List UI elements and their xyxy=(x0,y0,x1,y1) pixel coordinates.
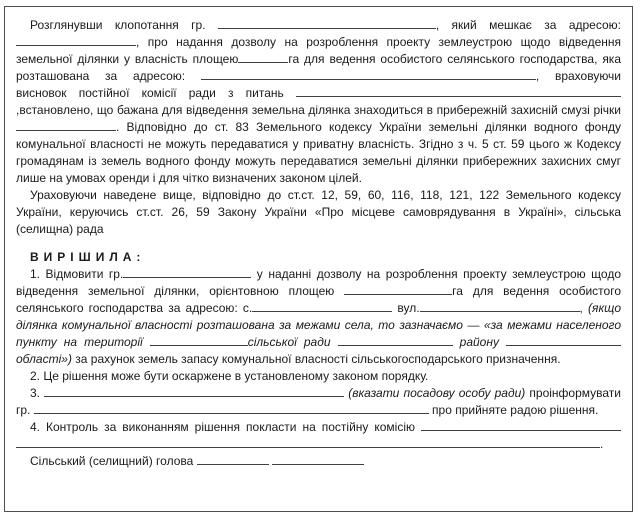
blank-field xyxy=(420,301,580,312)
text-run: Розглянувши клопотання гр. xyxy=(30,18,218,32)
text-run: , xyxy=(579,301,589,315)
text-run: вул. xyxy=(392,301,420,315)
text-run: 1. Відмовити гр. xyxy=(30,267,124,281)
text-run: у наданні дозволу на розроблення проекту землеустрою щодо відведення земельної ділянки, орієнтовною площею xyxy=(16,267,621,298)
blank-field xyxy=(201,69,536,80)
decision-item-2 xyxy=(16,368,621,385)
blank-field xyxy=(421,420,621,431)
decision-item-1 xyxy=(16,266,621,368)
blank-field xyxy=(296,86,621,97)
text-run: за рахунок земель запасу комунальної власності сільськогосподарського призначення. xyxy=(71,352,561,366)
blank-field xyxy=(16,437,600,448)
text-run: , який мешкає за адресою: xyxy=(435,18,621,32)
text-run: , враховуючи висновок постійної комісії ради з питань xyxy=(16,69,622,100)
blank-field xyxy=(344,284,452,295)
text-run: . Відповідно до ст. 83 Земельного кодексу України земельні ділянки водного фонду комунальної власності не можуть передаватися у приватну власність. Згідно з ч. 5 ст. 59 цього ж Кодексу громадянам із земель водного фонду можуть передаватися земельні ділянки прибережних захисних смуг лише на умовах оренди і для чітко визначених законом цілей. xyxy=(16,120,621,185)
instruction-text-run: сільської ради xyxy=(247,335,338,349)
legal-basis-paragraph xyxy=(16,187,621,238)
blank-field xyxy=(34,403,429,414)
resolved-heading: ВИРІШИЛА: xyxy=(30,250,146,264)
text-run: 4. Контроль за виконанням рішення покласти на постійну комісію xyxy=(30,420,421,434)
signature-line xyxy=(16,453,621,470)
text-run: про прийняте радою рішення. xyxy=(428,403,599,417)
blank-field xyxy=(44,386,344,397)
text-run: Сільський (селищний) голова xyxy=(30,454,197,468)
text-run: ,встановлено, що бажана для відведення земельна ділянка знаходиться в прибережній захисній смузі річки xyxy=(16,103,621,117)
text-run: Ураховуючи наведене вище, відповідно до ст.ст. 12, 59, 60, 116, 118, 121, 122 Земельного кодексу України, керуючись ст.ст. 26, 59 Закону України «Про місцеве самоврядування в Україні», сільська (селищна) рада xyxy=(16,188,621,236)
text-run: 3. xyxy=(30,386,45,400)
blank-field xyxy=(272,454,364,465)
blank-field xyxy=(338,335,453,346)
document-page xyxy=(4,6,633,512)
intro-paragraph xyxy=(16,17,621,187)
decision-item-4 xyxy=(16,419,621,453)
instruction-text-run: району xyxy=(452,335,507,349)
blank-field xyxy=(150,335,248,346)
text-run: га для ведення особистого селянського господарства, яка розташована за адресою: xyxy=(16,52,621,83)
blank-field xyxy=(252,301,392,312)
blank-field xyxy=(218,18,436,29)
decision-item-3 xyxy=(16,385,621,419)
instruction-text-run: (вказати посадову особу ради) xyxy=(348,386,526,400)
blank-field xyxy=(197,454,269,465)
blank-field xyxy=(16,35,136,46)
blank-field xyxy=(16,120,116,131)
instruction-text-run: (якщо ділянка комунальної власності розташована за межами села, то зазначаємо — «за межами населеного пункту на території xyxy=(16,301,621,349)
text-run: 2. Це рішення може бути оскаржене в установленому законом порядку. xyxy=(30,369,429,383)
text-run: , про надання дозволу на розроблення проекту землеустрою щодо відведення земельної ділянки у власність площею xyxy=(16,35,621,66)
text-run: га для ведення особистого селянського господарства за адресою: с. xyxy=(16,284,622,315)
instruction-text-run: області») xyxy=(16,352,72,366)
blank-field xyxy=(506,335,621,346)
text-run: . xyxy=(600,437,604,451)
text-run: проінформувати гр. xyxy=(16,386,621,417)
blank-field xyxy=(123,267,251,278)
blank-field xyxy=(238,52,288,63)
